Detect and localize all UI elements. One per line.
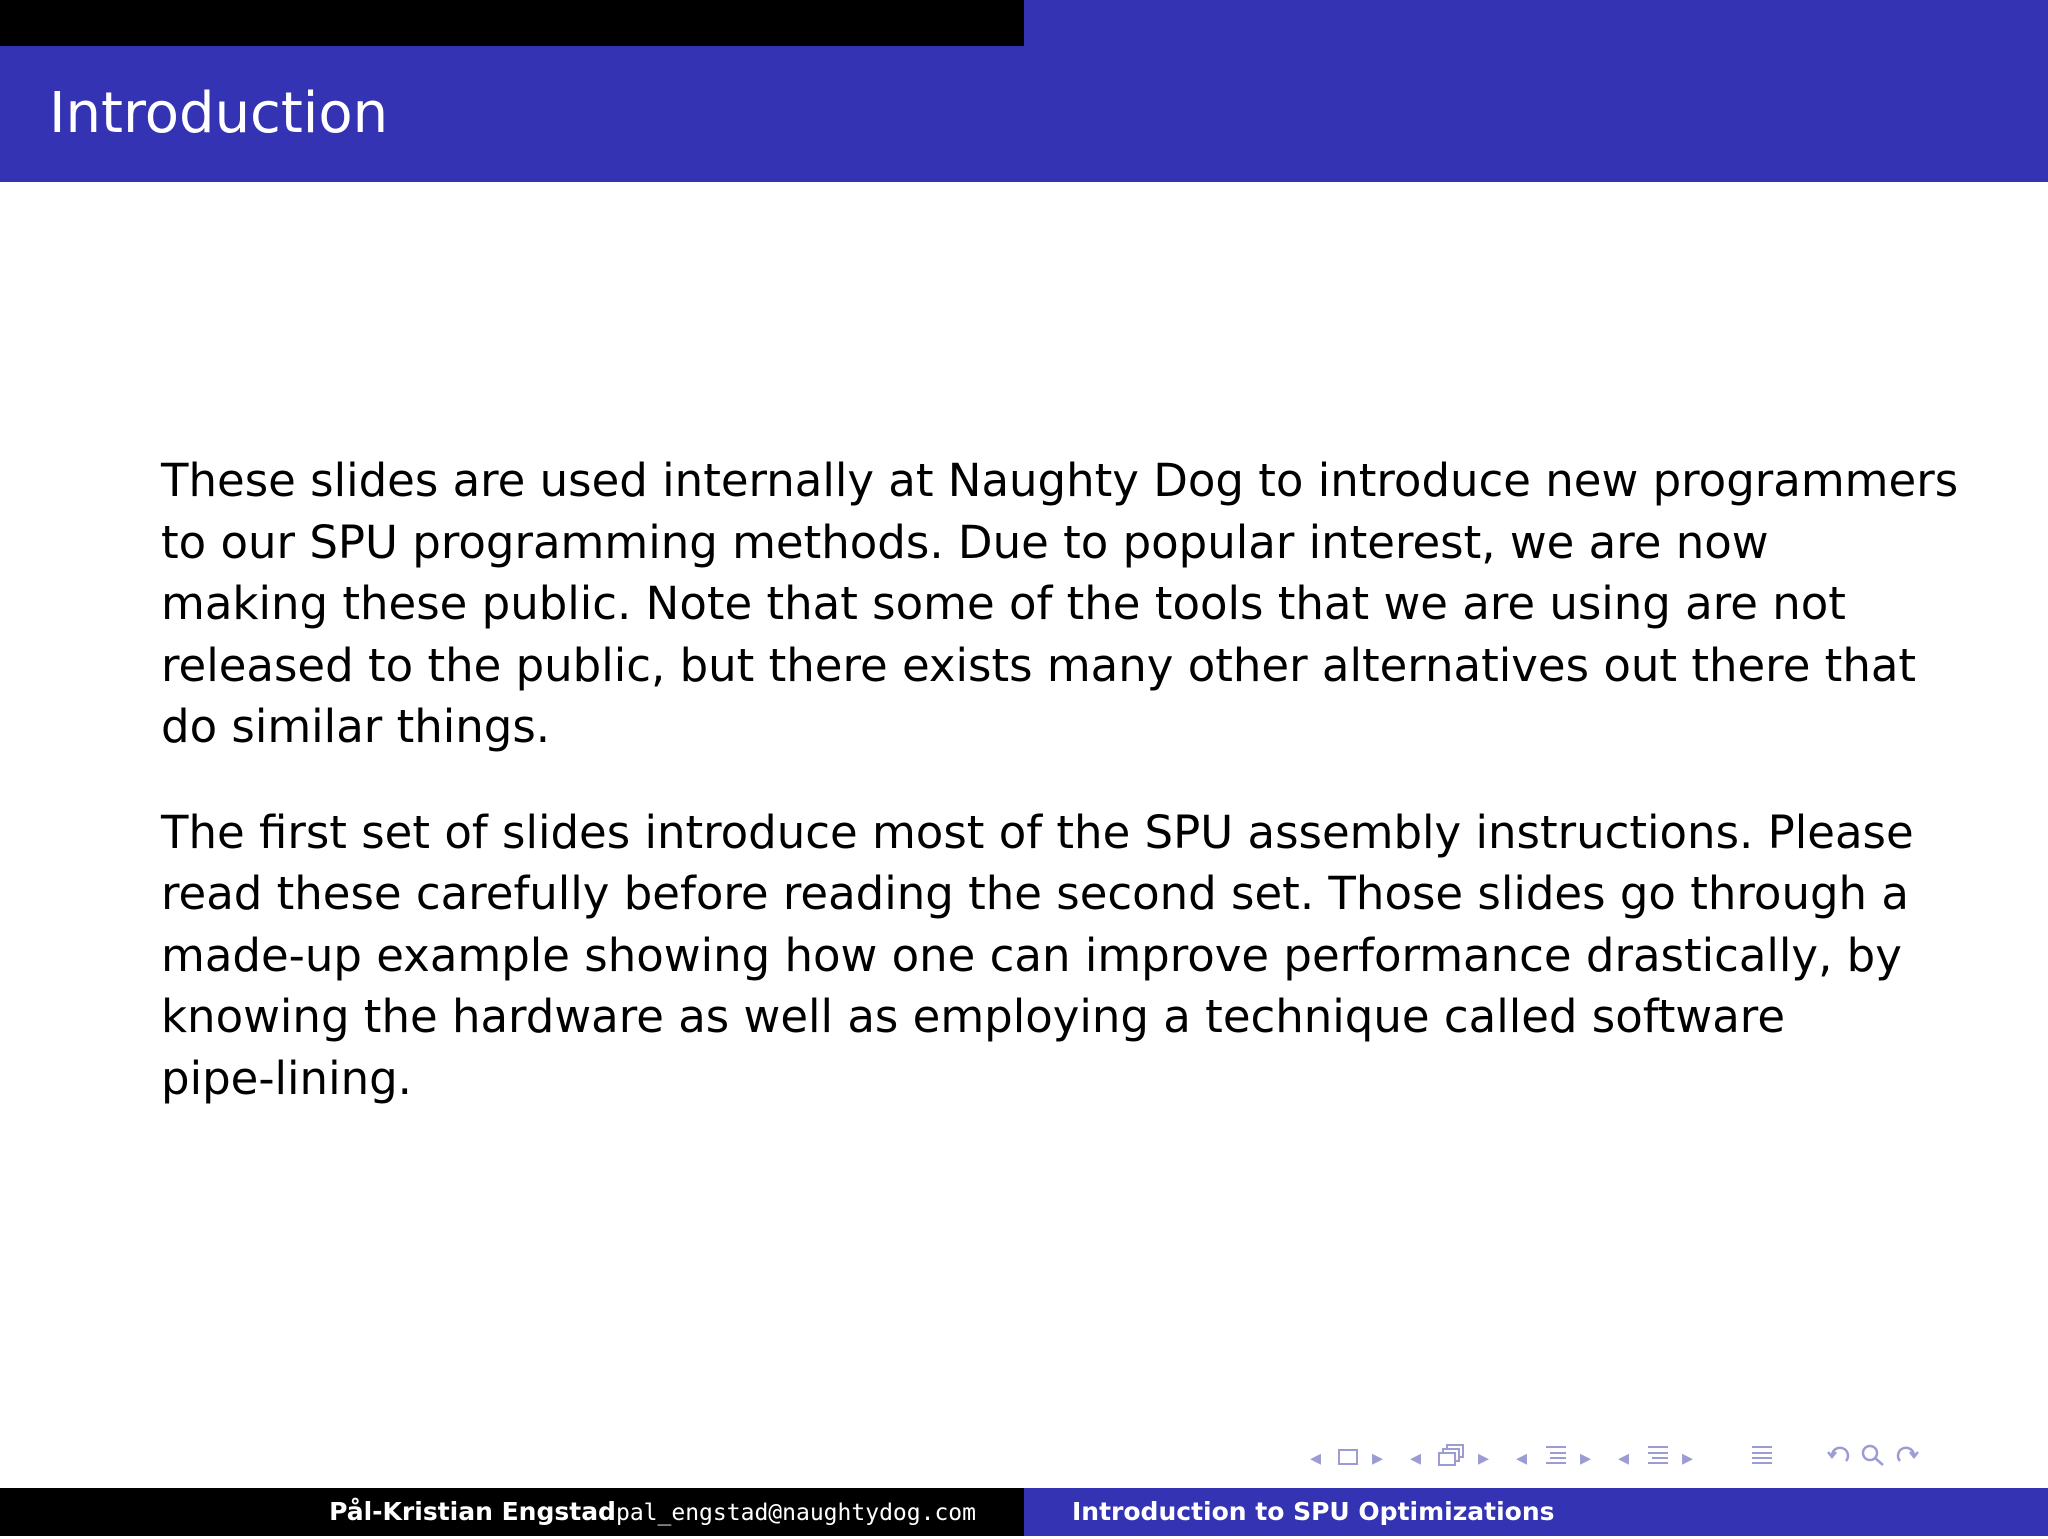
text-line: read these carefully before reading the second set. Those slides go through a <box>161 867 1909 920</box>
text-line: These slides are used internally at Naughty Dog to introduce new programmers <box>161 454 1959 507</box>
text-line: making these public. Note that some of the tools that we are using are not <box>161 577 1846 630</box>
frame-icon[interactable] <box>1338 1446 1360 1471</box>
footer-presentation-title: Introduction to SPU Optimizations <box>1072 1497 1555 1526</box>
nav-next-subsection-arrow-icon[interactable]: ▸ <box>1580 1445 1592 1471</box>
text-line: The first set of slides introduce most of the SPU assembly instructions. Please <box>161 805 1914 859</box>
search-icon[interactable] <box>1860 1443 1886 1473</box>
section-icon[interactable] <box>1646 1444 1670 1472</box>
nav-next-section-arrow-icon[interactable]: ▸ <box>1682 1445 1694 1471</box>
nav-next-frame-arrow-icon[interactable]: ▸ <box>1478 1445 1490 1471</box>
header-bar-left <box>0 0 1024 46</box>
footer-right <box>1024 1488 2048 1536</box>
multi-frame-icon[interactable] <box>1438 1444 1466 1472</box>
beamer-navigation-bar <box>1310 1440 1920 1476</box>
footer-author-block <box>329 1488 976 1536</box>
nav-prev-slide-arrow-icon[interactable]: ◂ <box>1310 1445 1322 1471</box>
text-line: released to the public, but there exists many other alternatives out there that <box>161 638 1917 692</box>
text-line: pipe-lining. <box>161 1051 412 1105</box>
back-icon[interactable] <box>1826 1443 1852 1473</box>
text-line: do similar things. <box>161 700 551 753</box>
footer-email: pal_engstad@naughtydog.com <box>615 1500 976 1526</box>
document-icon[interactable] <box>1750 1444 1774 1472</box>
slide-content <box>161 450 1959 1153</box>
nav-next-slide-arrow-icon[interactable]: ▸ <box>1372 1445 1384 1471</box>
nav-prev-section-arrow-icon[interactable]: ◂ <box>1618 1445 1630 1471</box>
footer-author: Pål-Kristian Engstad <box>329 1497 616 1526</box>
paragraph-intro <box>161 450 1959 758</box>
header-bar-right <box>1024 0 2048 46</box>
text-line: made-up example showing how one can improve performance drastically, by <box>161 928 1902 982</box>
paragraph-slides-overview <box>161 802 1914 1110</box>
forward-icon[interactable] <box>1894 1443 1920 1473</box>
footer-left <box>0 1488 1024 1536</box>
subsection-icon[interactable] <box>1544 1444 1568 1472</box>
nav-prev-frame-arrow-icon[interactable]: ◂ <box>1410 1445 1422 1471</box>
text-line: to our SPU programming methods. Due to popular interest, we are now <box>161 515 1769 569</box>
slide-title: Introduction <box>49 81 389 146</box>
text-line: knowing the hardware as well as employing a technique called software <box>161 990 1785 1043</box>
nav-prev-subsection-arrow-icon[interactable]: ◂ <box>1516 1445 1528 1471</box>
